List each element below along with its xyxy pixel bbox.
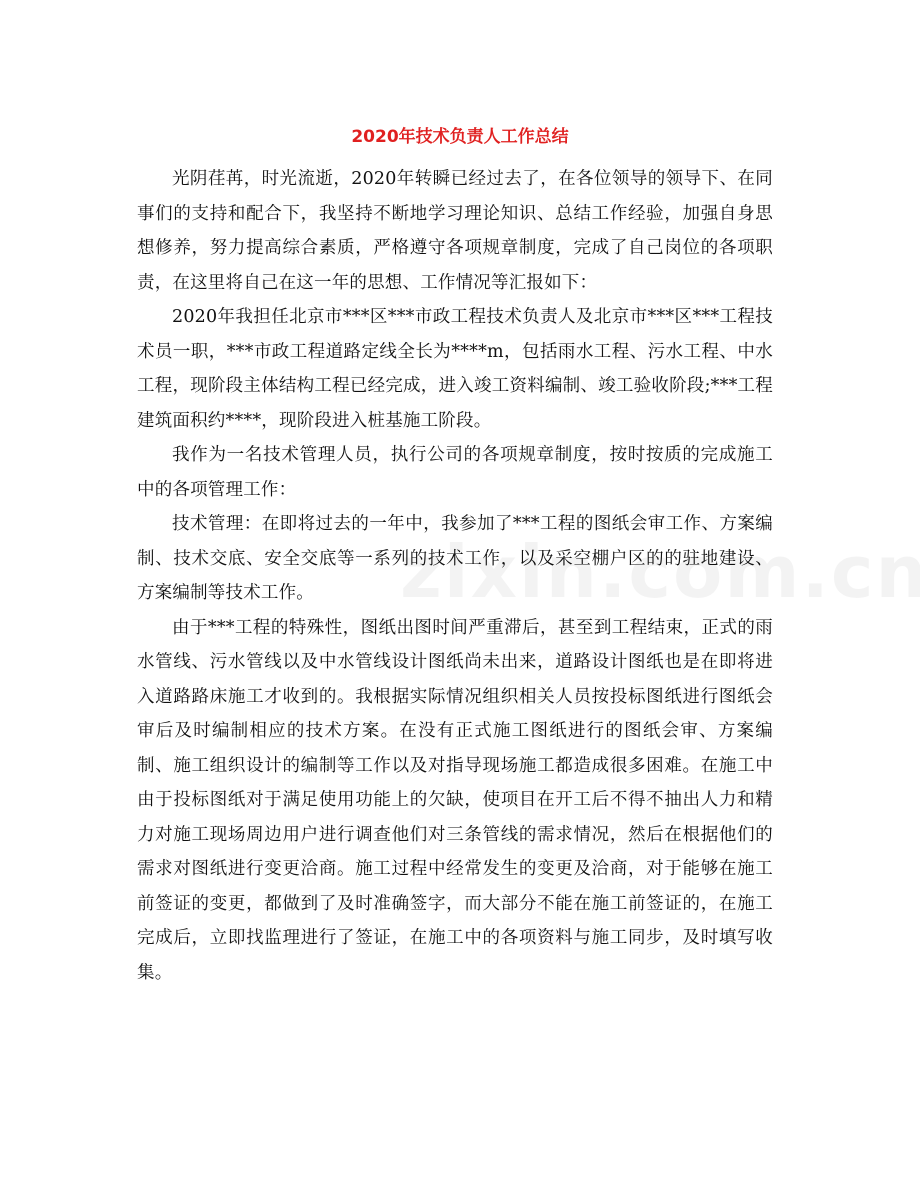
paragraph-intro: 光阴荏苒，时光流逝，2020年转瞬已经过去了，在各位领导的领导下、在同事们的支持和配合下，我坚持不断地学习理论知识、总结工作经验，加强自身思想修养，努力提高综合素质，严格遵守各项规章制度，完成了自己岗位的各项职责，在这里将自己在这一年的思想、工作情况等汇报如下： xyxy=(137,169,773,293)
document-body xyxy=(137,162,773,990)
paragraph-project-details: 由于***工程的特殊性，图纸出图时间严重滞后，甚至到工程结束，正式的雨水管线、污水管线以及中水管线设计图纸尚未出来，道路设计图纸也是在即将进入道路路床施工才收到的。我根据实际情况组织相关人员按投标图纸进行图纸会审后及时编制相应的技术方案。在没有正式施工图纸进行的图纸会审、方案编制、施工组织设计的编制等工作以及对指导现场施工都造成很多困难。在施工中由于投标图纸对于满足使用功能上的欠缺，使项目在开工后不得不抽出人力和精力对施工现场周边用户进行调查他们对三条管线的需求情况，然后在根据他们的需求对图纸进行变更洽商。施工过程中经常发生的变更及洽商，对于能够在施工前签证的变更，都做到了及时准确签字，而大部分不能在施工前签证的，在施工完成后，立即找监理进行了签证，在施工中的各项资料与施工同步，及时填写收集。 xyxy=(137,617,773,983)
paragraph-technical-management: 技术管理：在即将过去的一年中，我参加了***工程的图纸会审工作、方案编制、技术交底、安全交底等一系列的技术工作，以及采空棚户区的的驻地建设、方案编制等技术工作。 xyxy=(137,514,773,603)
paragraph-projects: 2020年我担任北京市***区***市政工程技术负责人及北京市***区***工程技术员一职，***市政工程道路定线全长为****m，包括雨水工程、污水工程、中水工程，现阶段主体结构工程已经完成，进入竣工资料编制、竣工验收阶段;***工程建筑面积约****，现阶段进入桩基施工阶段。 xyxy=(137,307,773,431)
paragraph-role: 我作为一名技术管理人员，执行公司的各项规章制度，按时按质的完成施工中的各项管理工作： xyxy=(137,445,773,500)
document-title: 2020年技术负责人工作总结 xyxy=(351,127,569,147)
